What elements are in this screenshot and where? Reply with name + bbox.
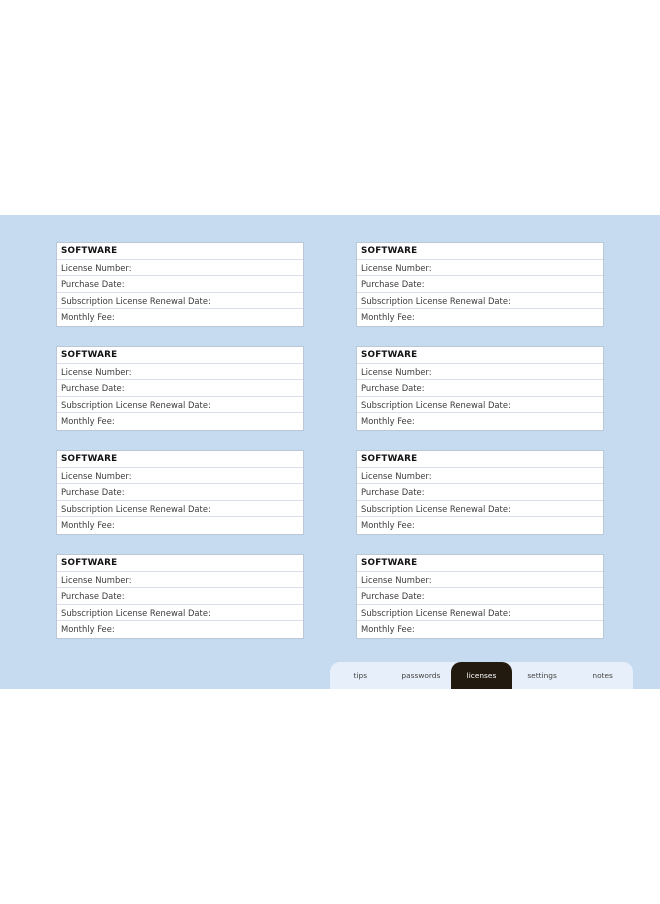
license-number-field: License Number:	[357, 260, 603, 277]
purchase-date-field: Purchase Date:	[57, 380, 303, 397]
renewal-date-field: Subscription License Renewal Date:	[57, 501, 303, 518]
software-card	[356, 242, 604, 327]
purchase-date-field: Purchase Date:	[57, 484, 303, 501]
software-card	[356, 450, 604, 535]
purchase-date-field: Purchase Date:	[357, 588, 603, 605]
card-heading: SOFTWARE	[57, 451, 303, 468]
monthly-fee-field: Monthly Fee:	[61, 416, 115, 427]
purchase-date-field: Purchase Date:	[357, 276, 603, 293]
license-number-field: License Number:	[57, 572, 303, 589]
tab-passwords[interactable]: passwords	[401, 671, 441, 680]
license-number-field: License Number:	[57, 364, 303, 381]
card-heading: SOFTWARE	[357, 347, 603, 364]
tab-settings[interactable]: settings	[527, 671, 557, 680]
renewal-date-field: Subscription License Renewal Date:	[57, 397, 303, 414]
renewal-date-field: Subscription License Renewal Date:	[357, 605, 603, 622]
tab-licenses[interactable]: licenses	[451, 662, 512, 689]
software-card	[356, 554, 604, 639]
purchase-date-field: Purchase Date:	[57, 276, 303, 293]
purchase-date-field: Purchase Date:	[357, 380, 603, 397]
card-heading: SOFTWARE	[357, 451, 603, 468]
monthly-fee-field: Monthly Fee:	[61, 624, 115, 635]
tab-tips[interactable]: tips	[353, 671, 368, 680]
monthly-fee-field: Monthly Fee:	[361, 416, 415, 427]
card-heading: SOFTWARE	[357, 243, 603, 260]
monthly-fee-field: Monthly Fee:	[361, 624, 415, 635]
software-card	[356, 346, 604, 431]
software-card	[56, 346, 304, 431]
license-number-field: License Number:	[357, 572, 603, 589]
card-heading: SOFTWARE	[57, 555, 303, 572]
license-number-field: License Number:	[57, 260, 303, 277]
card-heading: SOFTWARE	[357, 555, 603, 572]
renewal-date-field: Subscription License Renewal Date:	[357, 293, 603, 310]
software-card	[56, 554, 304, 639]
card-heading: SOFTWARE	[57, 347, 303, 364]
renewal-date-field: Subscription License Renewal Date:	[57, 293, 303, 310]
monthly-fee-field: Monthly Fee:	[361, 520, 415, 531]
license-number-field: License Number:	[57, 468, 303, 485]
renewal-date-field: Subscription License Renewal Date:	[357, 501, 603, 518]
monthly-fee-field: Monthly Fee:	[61, 312, 115, 323]
software-card	[56, 450, 304, 535]
renewal-date-field: Subscription License Renewal Date:	[57, 605, 303, 622]
license-number-field: License Number:	[357, 364, 603, 381]
card-heading: SOFTWARE	[57, 243, 303, 260]
purchase-date-field: Purchase Date:	[57, 588, 303, 605]
renewal-date-field: Subscription License Renewal Date:	[357, 397, 603, 414]
license-number-field: License Number:	[357, 468, 603, 485]
monthly-fee-field: Monthly Fee:	[361, 312, 415, 323]
purchase-date-field: Purchase Date:	[357, 484, 603, 501]
software-card	[56, 242, 304, 327]
monthly-fee-field: Monthly Fee:	[61, 520, 115, 531]
tab-notes[interactable]: notes	[592, 671, 613, 680]
section-tabs	[330, 662, 633, 689]
